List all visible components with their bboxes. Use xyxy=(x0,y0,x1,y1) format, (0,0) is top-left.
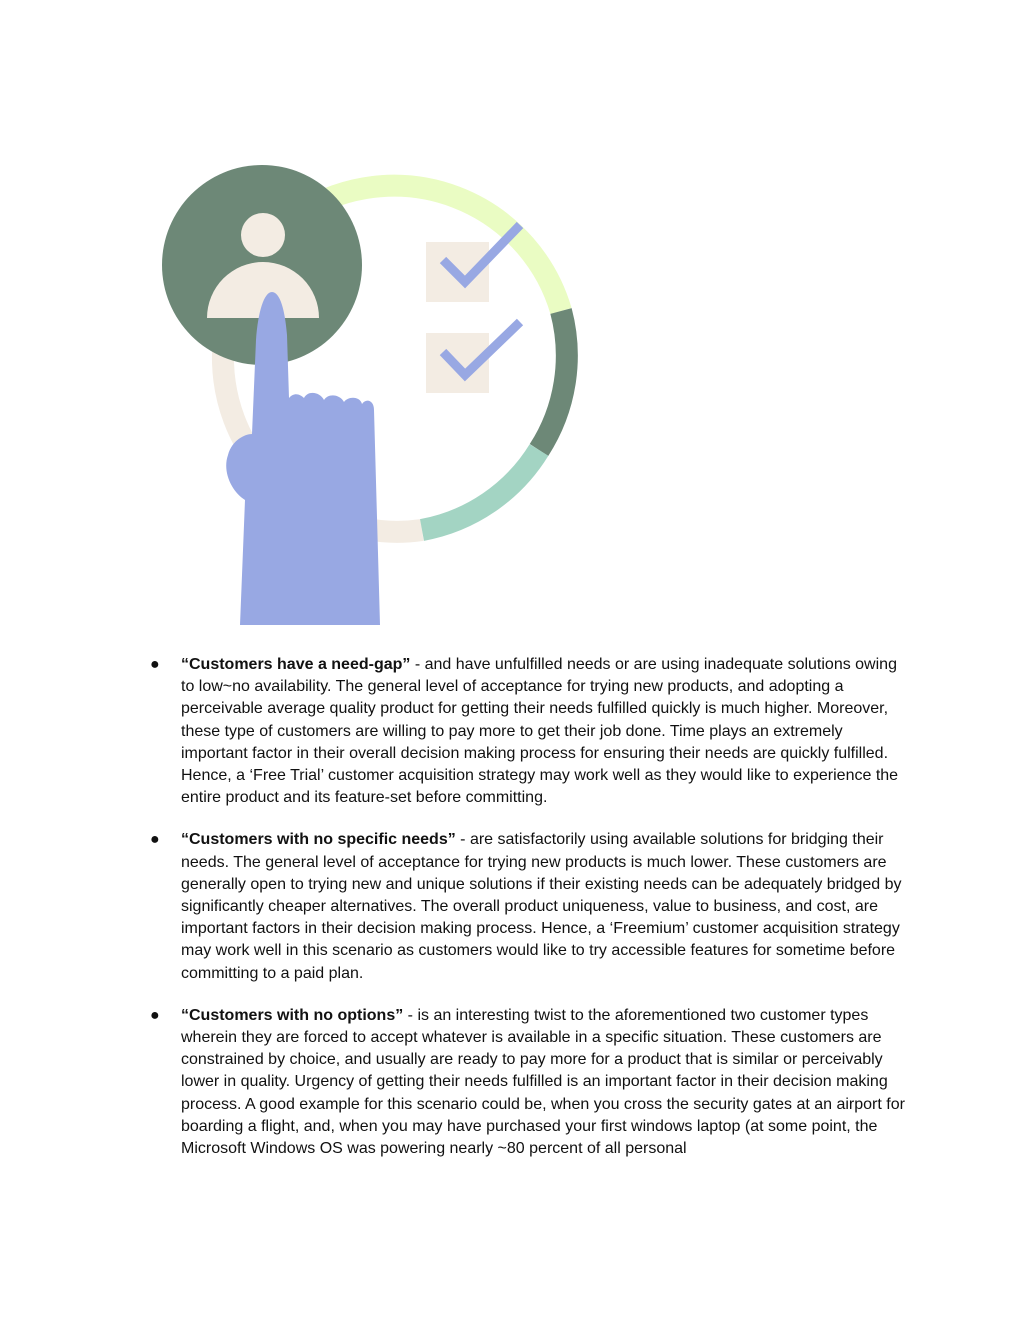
bullet-term: “Customers with no options” xyxy=(181,1006,404,1024)
bullet-paragraph xyxy=(181,654,909,809)
avatar-head xyxy=(241,213,285,257)
bullet-marker: ● xyxy=(150,656,160,673)
customer-types-list xyxy=(0,654,1024,1180)
bullet-marker: ● xyxy=(150,1006,160,1024)
list-item xyxy=(0,829,1024,984)
list-item xyxy=(0,1005,1024,1160)
user-checklist-illustration xyxy=(150,150,600,630)
bullet-term: “Customers with no specific needs” xyxy=(181,831,456,849)
ring-segment-mint xyxy=(422,450,539,530)
bullet-paragraph xyxy=(181,1005,909,1160)
bullet-term: “Customers have a need-gap” xyxy=(181,656,411,673)
list-item xyxy=(0,654,1024,809)
bullet-paragraph xyxy=(181,829,909,984)
ring-segment-dark-green xyxy=(539,311,567,450)
bullet-body: - and have unfulfilled needs or are using inadequate solutions owing to low~no availability. The general level of acceptance for trying new products, and adopting a perceivable average quality product for getting their needs fulfilled quickly is much higher. Moreover, these type of customers are willing to pay more to get their job done. Time plays an extremely important factor in their overall decision making process for ensuring their needs are quickly fulfilled. Hence, a ‘Free Trial’ customer acquisition strategy may work well as they would like to experience the entire product and its feature-set before committing. xyxy=(181,656,899,807)
bullet-marker: ● xyxy=(150,831,160,849)
bullet-body: - is an interesting twist to the aforementioned two customer types wherein they are forced to accept whatever is available in a specific situation. These customers are constrained by choice, and usually are ready to pay more for a product that is similar or perceivably lower in quality. Urgency of getting their needs fulfilled is an important factor in their decision making process. A good example for this scenario could be, when you cross the security gates at an airport for boarding a flight, and, when you may have purchased your first windows laptop (at some point, the Microsoft Windows OS was powering nearly ~80 percent of all personal xyxy=(181,1006,905,1158)
bullet-body: - are satisfactorily using available solutions for bridging their needs. The general level of acceptance for trying new products is much lower. These customers are generally open to trying new and unique solutions if their existing needs can be adequately bridged by significantly cheaper alternatives. The overall product uniqueness, value to business, and cost, are important factors in their decision making process. Hence, a ‘Freemium’ customer acquisition strategy may work well in this scenario as customers would like to try accessible features for sometime before committing to a paid plan. xyxy=(181,831,902,982)
